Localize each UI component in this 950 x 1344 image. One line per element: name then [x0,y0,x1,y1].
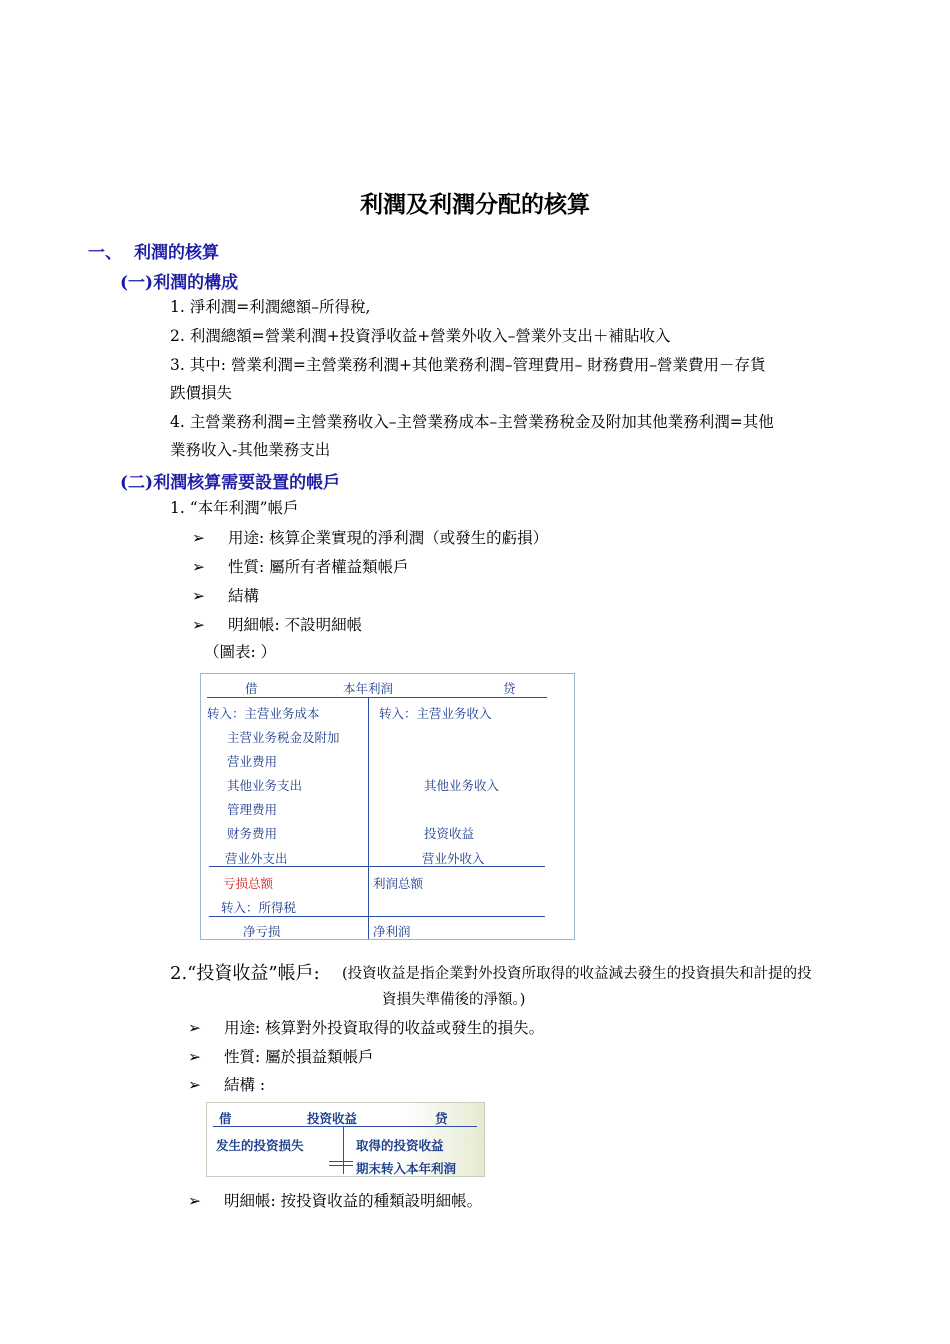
debit-entry: 发生的投资损失 [216,1138,304,1153]
bullet-item [192,613,362,635]
debit-entry: 营业费用 [227,754,278,769]
figure-caption: （圖表: ） [204,643,277,661]
bullet-item [192,526,548,548]
debit-entry: 营业外支出 [225,851,288,866]
credit-entry: 转入：主营业务收入 [379,706,492,721]
section-heading-1 [88,238,219,263]
account-name: 本年利润 [343,681,394,696]
bullet-item [188,1073,265,1095]
section-label: 利潤的核算 [134,243,219,263]
debit-entry: 主营业务税金及附加 [227,730,340,745]
tax-transfer: 转入：所得税 [221,900,297,915]
t-horizontal-line [207,697,547,698]
subsection-heading-2: (二)利潤核算需要設置的帳戶 [120,473,341,493]
loss-total: 亏损总额 [223,876,274,891]
formula-line-4: 4. 主營業務利潤=主營業務收入–主營業務成本–主營業務稅金及附加其他業務利潤=其他 [170,413,774,431]
bullet-text: 明細帳: 按投資收益的種類設明細帳。 [224,1192,483,1210]
arrow-bullet-icon: ➢ [192,558,205,576]
credit-label: 贷 [503,681,516,696]
t-vertical-line [343,1126,344,1174]
section-number: 一、 [88,243,122,263]
bullet-text: 明細帳: 不設明細帳 [228,616,363,634]
bullet-text: 用途: 核算企業實現的淨利潤（或發生的虧損） [228,529,549,547]
account-name: 投资收益 [307,1111,358,1126]
formula-line-4-cont: 業務收入-其他業務支出 [170,441,331,459]
bullet-item [188,1016,544,1038]
bullet-text: 性質: 屬於損益類帳戶 [224,1048,374,1066]
t-horizontal-line [213,1126,477,1127]
t-account-profit-figure [200,673,575,940]
net-line [209,916,545,917]
formula-line-2: 2. 利潤總額=營業利潤+投資淨收益+營業外收入–營業外支出＋補貼收入 [170,327,671,345]
credit-entry: 取得的投资收益 [356,1138,444,1153]
account-note-line-2: 資損失準備後的淨額。) [382,992,526,1008]
bullet-text: 性質: 屬所有者權益類帳戶 [228,558,409,576]
arrow-bullet-icon: ➢ [188,1192,201,1210]
subsection-heading-1: (一)利潤的構成 [120,273,239,293]
double-line-top [329,1161,353,1162]
bullet-item [192,584,259,606]
credit-entry: 投资收益 [424,826,475,841]
net-loss: 净亏损 [243,924,281,939]
formula-line-3: 3. 其中: 營業利潤=主營業務利潤+其他業務利潤–管理費用– 財務費用–營業費用－存貨 [170,356,766,374]
page-title: 利潤及利潤分配的核算 [360,191,590,218]
account-note-line-1: (投資收益是指企業對外投資所取得的收益減去發生的投資損失和計提的投 [342,966,812,982]
bullet-text: 結構 [228,587,260,605]
account-heading-1: 1. “本年利潤”帳戶 [170,499,299,517]
net-profit: 净利润 [373,924,411,939]
arrow-bullet-icon: ➢ [192,529,205,547]
arrow-bullet-icon: ➢ [192,616,205,634]
debit-entry: 财务费用 [227,826,278,841]
formula-line-3-cont: 跌價損失 [170,384,233,402]
formula-line-1: 1. 淨利潤=利潤總額–所得稅, [170,298,371,316]
bullet-item [188,1189,482,1211]
credit-entry: 其他业务收入 [424,778,500,793]
profit-total: 利润总额 [373,876,424,891]
debit-entry: 转入：主营业务成本 [207,706,320,721]
account-heading-2: 2.“投資收益”帳戶: [170,963,320,984]
bullet-item [192,555,409,577]
arrow-bullet-icon: ➢ [188,1048,201,1066]
debit-entry: 管理费用 [227,802,278,817]
t-vertical-line [368,697,369,939]
bullet-item [188,1045,374,1067]
t-account-investment-figure [206,1102,485,1177]
credit-label: 贷 [435,1111,448,1126]
arrow-bullet-icon: ➢ [192,587,205,605]
debit-label: 借 [245,681,258,696]
arrow-bullet-icon: ➢ [188,1019,201,1037]
debit-entry: 其他业务支出 [227,778,303,793]
credit-entry: 期末转入本年利润 [356,1161,457,1176]
arrow-bullet-icon: ➢ [188,1076,201,1094]
subtotal-line [209,866,545,867]
credit-entry: 营业外收入 [422,851,485,866]
bullet-text: 結構 : [224,1076,266,1094]
double-line-bottom [329,1165,353,1166]
debit-label: 借 [219,1111,232,1126]
bullet-text: 用途: 核算對外投資取得的收益或發生的損失。 [224,1019,545,1037]
